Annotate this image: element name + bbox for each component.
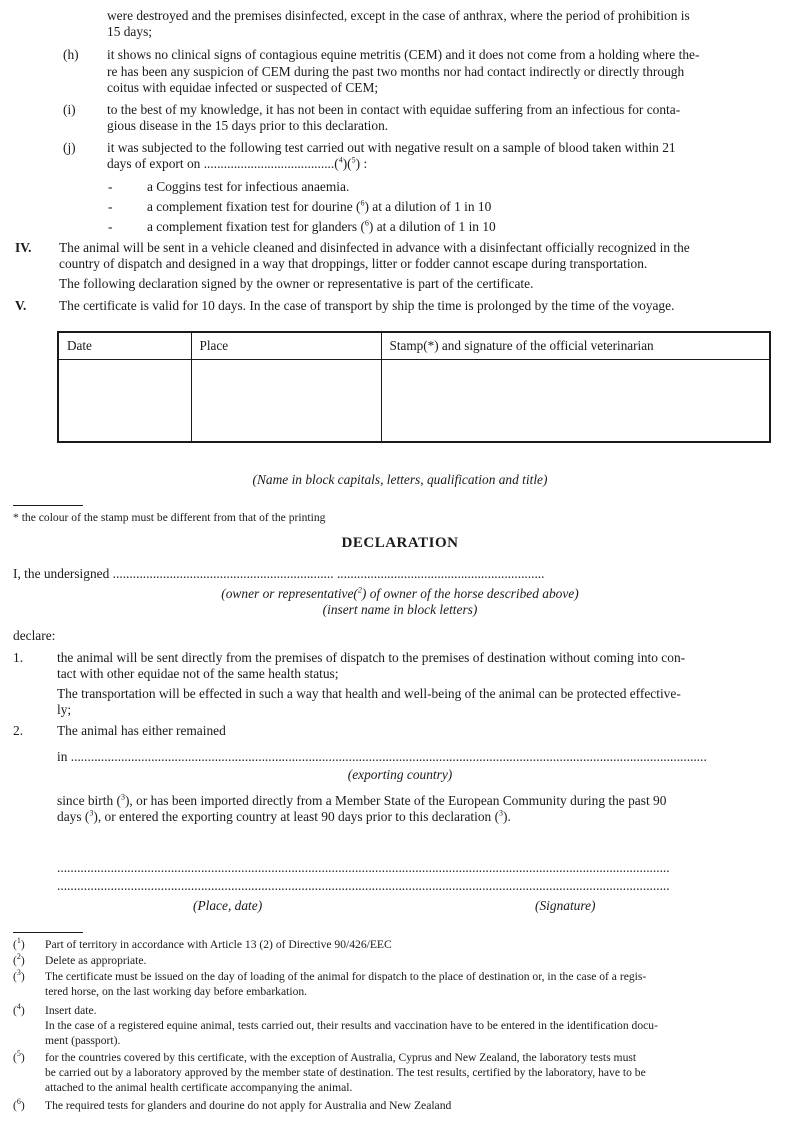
footnote-divider-top	[13, 505, 83, 506]
footnote-4-line-2: In the case of a registered equine animal, tests carried out, their results and vaccination have to be entered in the identification docu-	[45, 1019, 658, 1032]
section-v-label: V.	[15, 298, 27, 313]
undersigned-line: I, the undersigned .................................................................. ..............................................................	[13, 566, 545, 581]
footnote-5-line-3: attached to the animal health certificate accompanying the animal.	[45, 1081, 353, 1094]
continuation-line-2: 15 days;	[107, 24, 153, 39]
item-j-label: (j)	[63, 140, 76, 155]
footnote-divider	[13, 932, 83, 933]
section-iv-line-1: The animal will be sent in a vehicle cleaned and disinfected in advance with a disinfectant officially recognized in the	[59, 240, 690, 255]
col-header-place: Place	[191, 332, 381, 360]
col-header-date: Date	[58, 332, 191, 360]
footnote-4-line-1: Insert date.	[45, 1004, 97, 1017]
item-h-line-2: re has been any suspicion of CEM during the past two months nor had contact indirectly or directly through	[107, 64, 685, 79]
test-item-2: a complement fixation test for dourine ($^6$) at a dilution of 1 in 10	[147, 198, 492, 214]
section-iv-line-2: country of dispatch and designed in a way that droppings, litter or fodder cannot escape during transportation.	[59, 256, 648, 271]
point-1-line-3: The transportation will be effected in such a way that health and well-being of the animal can be protected effective-	[57, 686, 681, 701]
col-header-stamp: Stamp(*) and signature of the official veterinarian	[381, 332, 770, 360]
veterinarian-table	[57, 331, 771, 443]
footnote-mark-2: ($^2$)	[13, 952, 25, 967]
item-i-line-2: gious disease in the 15 days prior to this declaration.	[107, 118, 389, 133]
footnote-3-line-1: The certificate must be issued on the day of loading of the animal for dispatch to the place of destination or, in the case of a regis-	[45, 970, 647, 983]
name-block-caption: (insert name in block letters)	[322, 602, 478, 617]
footnote-mark-3: ($^3$)	[13, 968, 25, 983]
stamp-signature-cell	[381, 360, 770, 443]
footnote-mark-6: ($^6$)	[13, 1097, 25, 1112]
test-bullet-3: -	[108, 219, 113, 234]
footnote-2-line-1: Delete as appropriate.	[45, 954, 147, 967]
item-h-line-3: coitus with equidae infected or suspected of CEM;	[107, 80, 379, 95]
date-cell	[58, 360, 191, 443]
test-item-3: a complement fixation test for glanders ($^6$) at a dilution of 1 in 10	[147, 218, 496, 234]
test-bullet-1: -	[108, 179, 113, 194]
point-2-label: 2.	[13, 723, 24, 738]
section-iv-line-3: The following declaration signed by the owner or representative is part of the certificate.	[59, 276, 534, 291]
item-h-line-1: it shows no clinical signs of contagious equine metritis (CEM) and it does not come from a holding where the-	[107, 47, 700, 62]
item-h-label: (h)	[63, 47, 79, 62]
point-2-line-1: The animal has either remained	[57, 723, 226, 738]
exporting-country-line: in ..............................................................................................................................................................................................	[57, 749, 707, 764]
signature-dotted-line-2: .......................................................................................................................................................................................	[57, 878, 670, 893]
test-bullet-2: -	[108, 199, 113, 214]
section-v-text: The certificate is valid for 10 days. In the case of transport by ship the time is prolonged by the time of the voyage.	[59, 298, 675, 313]
footnote-5-line-2: be carried out by a laboratory approved by the member state of destination. The test results, certified by the laboratory, have to be	[45, 1066, 646, 1079]
footnote-3-line-2: tered horse, on the last working day before embarkation.	[45, 985, 308, 998]
item-i-line-1: to the best of my knowledge, it has not been in contact with equidae suffering from an infectious for conta-	[107, 102, 681, 117]
continuation-line-1: were destroyed and the premises disinfected, except in the case of anthrax, where the period of prohibition is	[107, 8, 690, 23]
point-1-line-4: ly;	[57, 702, 72, 717]
exporting-country-caption: (exporting country)	[347, 767, 453, 782]
stamp-note: * the colour of the stamp must be different from that of the printing	[13, 511, 326, 524]
owner-caption: (owner or representative($^2$) of owner of the horse described above)	[221, 585, 579, 601]
footnote-6-line-1: The required tests for glanders and dourine do not apply for Australia and New Zealand	[45, 1099, 452, 1112]
point-2-since-line: since birth ($^3$), or has been imported directly from a Member State of the European Community during the past 90	[57, 792, 667, 808]
point-1-line-2: tact with other equidae not of the same health status;	[57, 666, 339, 681]
declare-label: declare:	[13, 628, 56, 643]
footnote-mark-5: ($^5$)	[13, 1049, 25, 1064]
item-i-label: (i)	[63, 102, 76, 117]
place-cell	[191, 360, 381, 443]
point-2-days-line: days ($^3$), or entered the exporting country at least 90 days prior to this declaration ($^3$).	[57, 808, 511, 824]
place-date-caption: (Place, date)	[193, 898, 263, 913]
section-iv-label: IV.	[15, 240, 32, 255]
declaration-title: DECLARATION	[341, 535, 459, 551]
signature-caption: (Signature)	[535, 898, 596, 913]
footnote-mark-1: ($^1$)	[13, 936, 25, 951]
point-1-line-1: the animal will be sent directly from the premises of dispatch to the premises of destination without coming into con-	[57, 650, 686, 665]
footnote-5-line-1: for the countries covered by this certificate, with the exception of Australia, Cyprus and New Zealand, the laboratory tests must	[45, 1051, 637, 1064]
item-j-line-1: it was subjected to the following test carried out with negative result on a sample of blood taken within 21	[107, 140, 676, 155]
test-item-1: a Coggins test for infectious anaemia.	[147, 179, 350, 194]
footnote-1-line-1: Part of territory in accordance with Article 13 (2) of Directive 90/426/EEC	[45, 938, 392, 951]
signature-dotted-line-1: .......................................................................................................................................................................................	[57, 860, 670, 875]
item-j-line-2: days of export on .......................................($^4$)($^5$) :	[107, 155, 368, 171]
name-caption: (Name in block capitals, letters, qualification and title)	[252, 472, 548, 487]
point-1-label: 1.	[13, 650, 24, 665]
footnote-4-line-3: ment (passport).	[45, 1034, 121, 1047]
footnote-mark-4: ($^4$)	[13, 1002, 25, 1017]
